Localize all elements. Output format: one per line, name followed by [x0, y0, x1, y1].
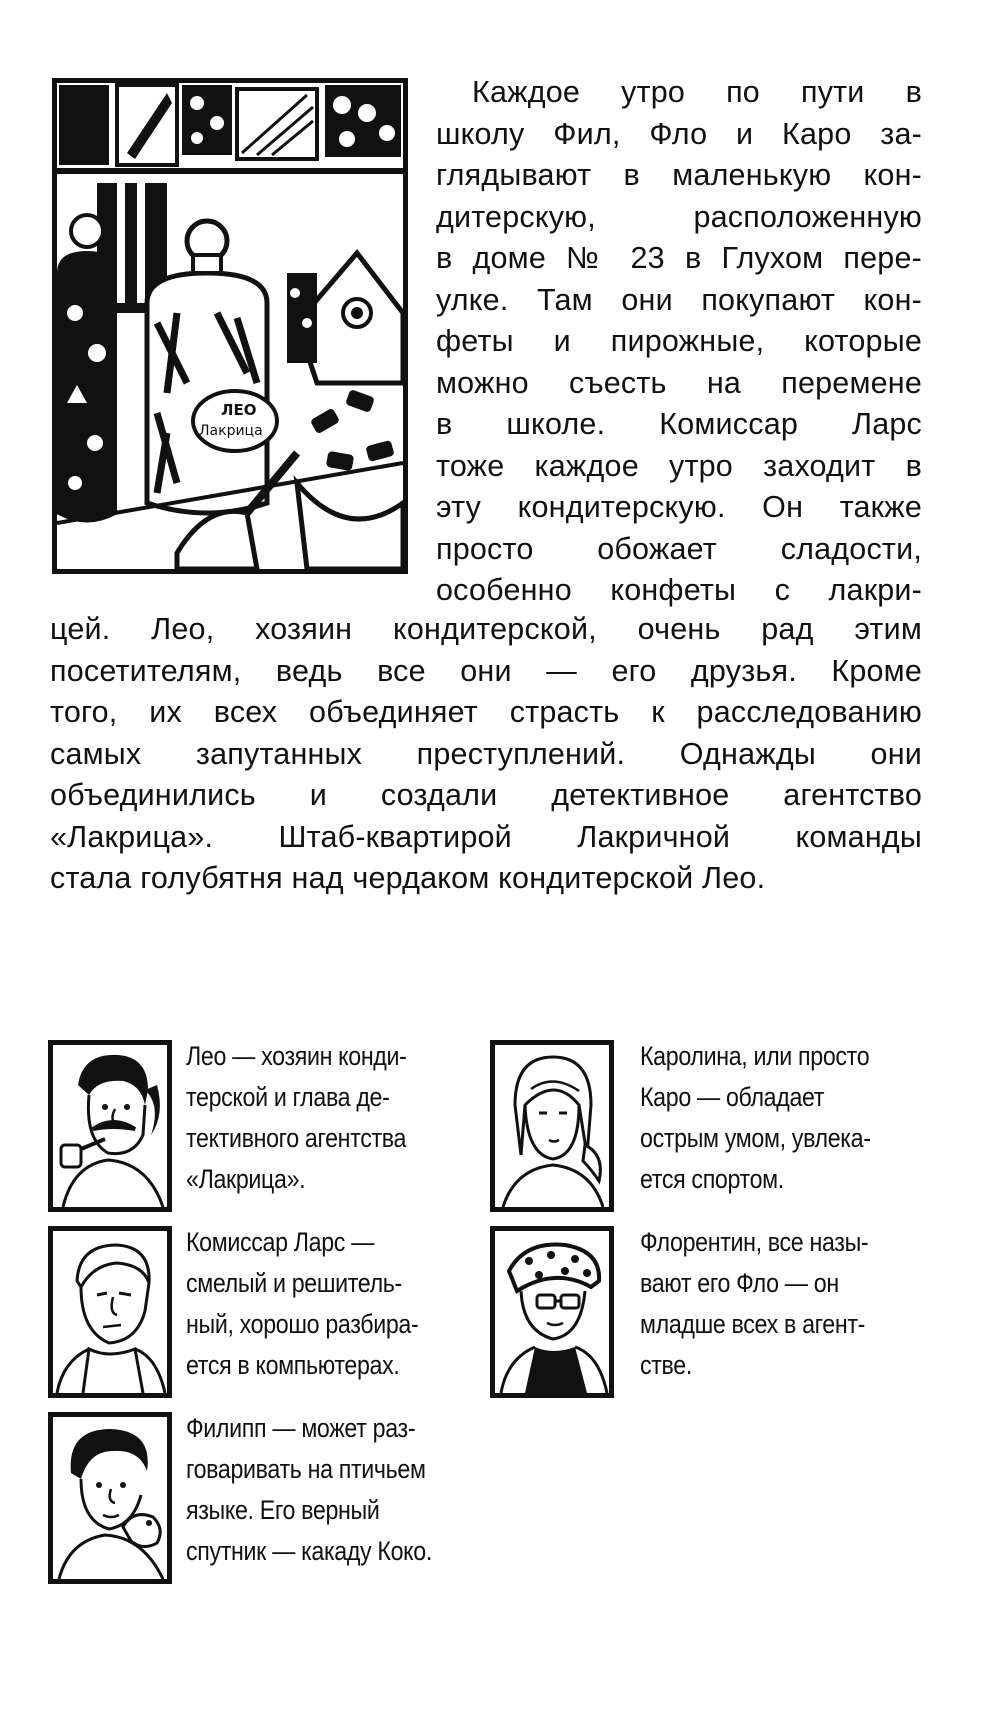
intro-line: глядывают в маленькую кон-: [436, 158, 922, 192]
lars-portrait: [48, 1226, 172, 1398]
intro-line: дитерскую, расположенную: [436, 199, 922, 234]
flo-portrait: [490, 1226, 614, 1398]
intro-line: самых запутанных преступлений. Однажды они: [50, 736, 922, 771]
intro-line: Каждое утро по пути в: [472, 75, 922, 109]
intro-line: того, их всех объединяет страсть к расследованию: [50, 695, 922, 729]
fil-description: Филипп — может раз- говаривать на птичьем языке. Его верный спутник — какаду Коко.: [186, 1413, 432, 1566]
intro-line: посетителям, ведь все они — его друзья. Кроме: [50, 653, 922, 688]
lars-description: Комиссар Ларс — смелый и решитель- ный, хорошо разбира- ется в компьютерах.: [186, 1227, 419, 1380]
lars-face-drawing: [53, 1231, 167, 1393]
intro-line: особенно конфеты с лакри-: [436, 573, 922, 607]
intro-line: в школе. Комиссар Ларс: [436, 407, 922, 441]
intro-line: можно съесть на перемене: [436, 365, 922, 400]
intro-line: улке. Там они покупают кон-: [436, 282, 922, 317]
intro-line: объединились и создали детективное агентство: [50, 778, 922, 812]
intro-line: в доме № 23 в Глухом пере-: [436, 241, 922, 275]
karo-portrait: [490, 1040, 614, 1212]
intro-paragraph-top: [436, 72, 922, 612]
jar-label-line1: ЛЕО: [221, 401, 257, 419]
flo-face-drawing: [495, 1231, 609, 1393]
intro-paragraph-bottom: [50, 609, 922, 900]
leo-description: Лео — хозяин конди- терской и глава де- тективного агентства «Лакрица».: [186, 1041, 407, 1194]
intro-line: «Лакрица». Штаб-квартирой Лакричной команды: [50, 819, 922, 854]
jar-label-line2: Лакрица: [199, 423, 263, 439]
intro-line: феты и пирожные, которые: [436, 324, 922, 358]
fil-face-drawing: [53, 1417, 167, 1579]
intro-line: тоже каждое утро заходит в: [436, 448, 922, 483]
intro-line: стала голубятня над чердаком кондитерской Лео.: [50, 861, 766, 895]
intro-line: школу Фил, Фло и Каро за-: [436, 116, 922, 151]
karo-face-drawing: [495, 1045, 609, 1207]
intro-line: цей. Лео, хозяин кондитерской, очень рад этим: [50, 612, 922, 646]
candy-shop-drawing: [57, 83, 403, 569]
leo-portrait: [48, 1040, 172, 1212]
candy-shop-illustration: [52, 78, 408, 574]
leo-face-drawing: [53, 1045, 167, 1207]
fil-portrait: [48, 1412, 172, 1584]
flo-description: Флорентин, все назы- вают его Фло — он младше всех в агент- стве.: [640, 1227, 869, 1380]
intro-line: просто обожает сладости,: [436, 531, 922, 566]
karo-description: Каролина, или просто Каро — обладает острым умом, увлека- ется спортом.: [640, 1041, 871, 1194]
intro-line: эту кондитерскую. Он также: [436, 490, 922, 524]
